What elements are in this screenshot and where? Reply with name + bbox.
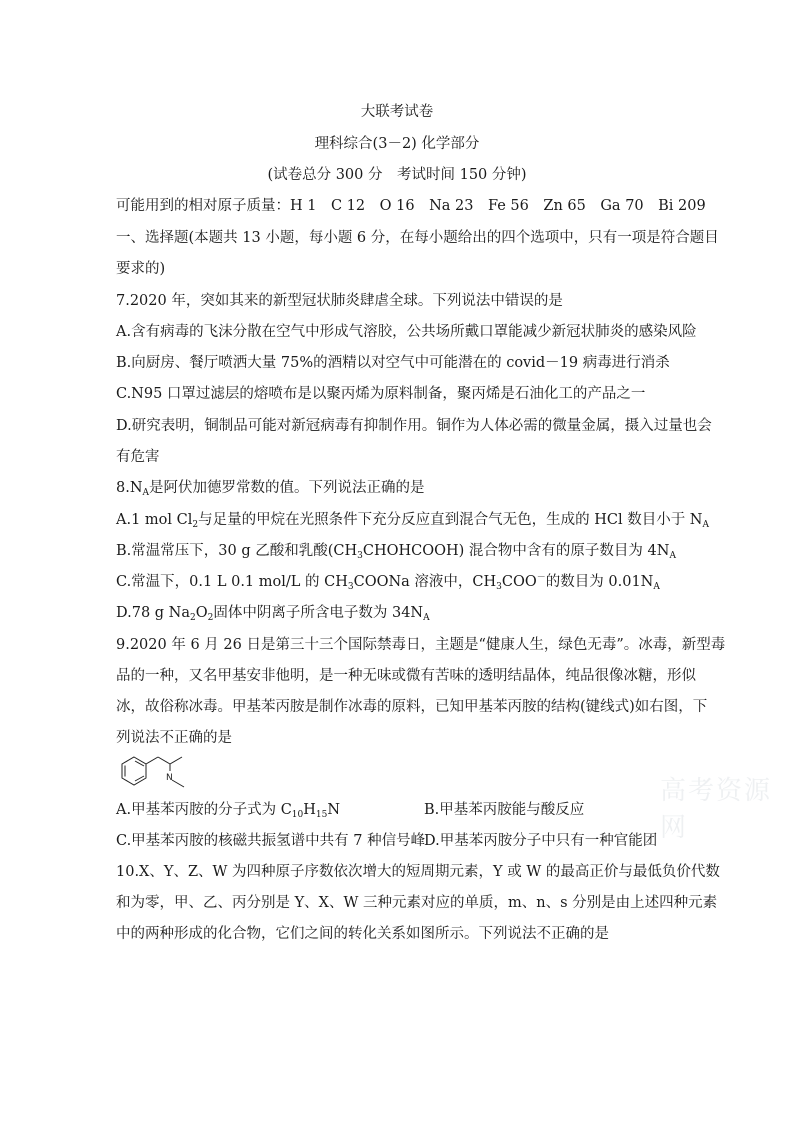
exam-title: 大联考试卷 (360, 104, 434, 120)
q9-stem-line1: 9.2020 年 6 月 26 日是第三十三个国际禁毒日，主题是“健康人生，绿色无毒”。冰毒，新型毒 (116, 637, 726, 653)
q7-option-a: A.含有病毒的飞沫分散在空气中形成气溶胶，公共场所戴口罩能减少新冠状肺炎的感染风险 (116, 324, 697, 340)
q8-stem: $8.N_A$是阿伏加德罗常数的值。下列说法正确的是 (116, 480, 425, 498)
q9-stem-line3: 冰，故俗称冰毒。甲基苯丙胺是制作冰毒的原料，已知甲基苯丙胺的结构(键线式)如右图，下 (116, 699, 708, 715)
q9-option-d: D.甲基苯丙胺分子中只有一种官能团 (424, 833, 658, 849)
q7-option-d-line2: 有危害 (116, 449, 160, 465)
atomic-masses: 可能用到的相对原子质量：H 1 C 12 O 16 Na 23 Fe 56 Zn 65 Ga 70 Bi 209 (116, 198, 706, 214)
methamphetamine-structure (118, 753, 198, 795)
watermark: 高考资源网 (660, 776, 773, 843)
q7-option-d-line1: D.研究表明，铜制品可能对新冠病毒有抑制作用。铜作为人体必需的微量金属，摄入过量也会 (116, 418, 712, 434)
q8-option-d: D.78 g $Na_2O_2$固体中阴离子所含电子数为 $34N_A$ (116, 605, 430, 623)
section-intro-line2: 要求的) (116, 261, 166, 277)
q10-stem-line2: 和为零，甲、乙、丙分别是 Y、X、W 三种元素对应的单质，m、n、s 分别是由上述四种元素 (116, 895, 718, 911)
q10-stem-line1: 10.X、Y、Z、W 为四种原子序数依次增大的短周期元素，Y 或 W 的最高正价与最低负价代数 (116, 864, 720, 880)
nitrogen-atom-label: N (166, 773, 173, 783)
section-intro-line1: 一、选择题(本题共 13 小题，每小题 6 分，在每小题给出的四个选项中，只有一项是符合题目 (116, 230, 719, 246)
q8-option-b: B.常温常压下，30 g 乙酸和乳酸$(CH_3CHOHCOOH)$ 混合物中含有的原子数目为 $4N_A$ (116, 543, 676, 561)
q9-stem-line4: 列说法不正确的是 (116, 730, 232, 746)
q8-option-a: A.1 mol $Cl_2$与足量的甲烷在光照条件下充分反应直到混合气无色，生成的 HCl 数目小于 $N_A$ (116, 512, 709, 530)
q8-option-c: C.常温下，0.1 L 0.1 mol/L 的 $CH_3COONa$ 溶液中，$CH_3COO^-$的数目为 $0.01N_A$ (116, 573, 660, 592)
q9-option-a: A.甲基苯丙胺的分子式为 $C_{10}H_{15}N$ (116, 802, 341, 820)
q9-option-c: C.甲基苯丙胺的核磁共振氢谱中共有 7 种信号峰 (116, 833, 426, 849)
exam-info: (试卷总分 300 分 考试时间 150 分钟) (267, 167, 527, 183)
q7-option-b: B.向厨房、餐厅喷洒大量 75%的酒精以对空气中可能潜在的 covid－19 病毒进行消杀 (116, 355, 670, 371)
q10-stem-line3: 中的两种形成的化合物，它们之间的转化关系如图所示。下列说法不正确的是 (116, 926, 609, 942)
q9-option-b: B.甲基苯丙胺能与酸反应 (424, 802, 585, 818)
exam-subtitle: 理科综合(3－2) 化学部分 (314, 136, 480, 152)
q7-option-c: C.N95 口罩过滤层的熔喷布是以聚丙烯为原料制备，聚丙烯是石油化工的产品之一 (116, 386, 646, 402)
q7-stem: 7.2020 年，突如其来的新型冠状肺炎肆虐全球。下列说法中错误的是 (116, 293, 563, 309)
q9-stem-line2: 品的一种，又名甲基安非他明，是一种无味或微有苦味的透明结晶体，纯品很像冰糖，形似 (116, 668, 696, 684)
